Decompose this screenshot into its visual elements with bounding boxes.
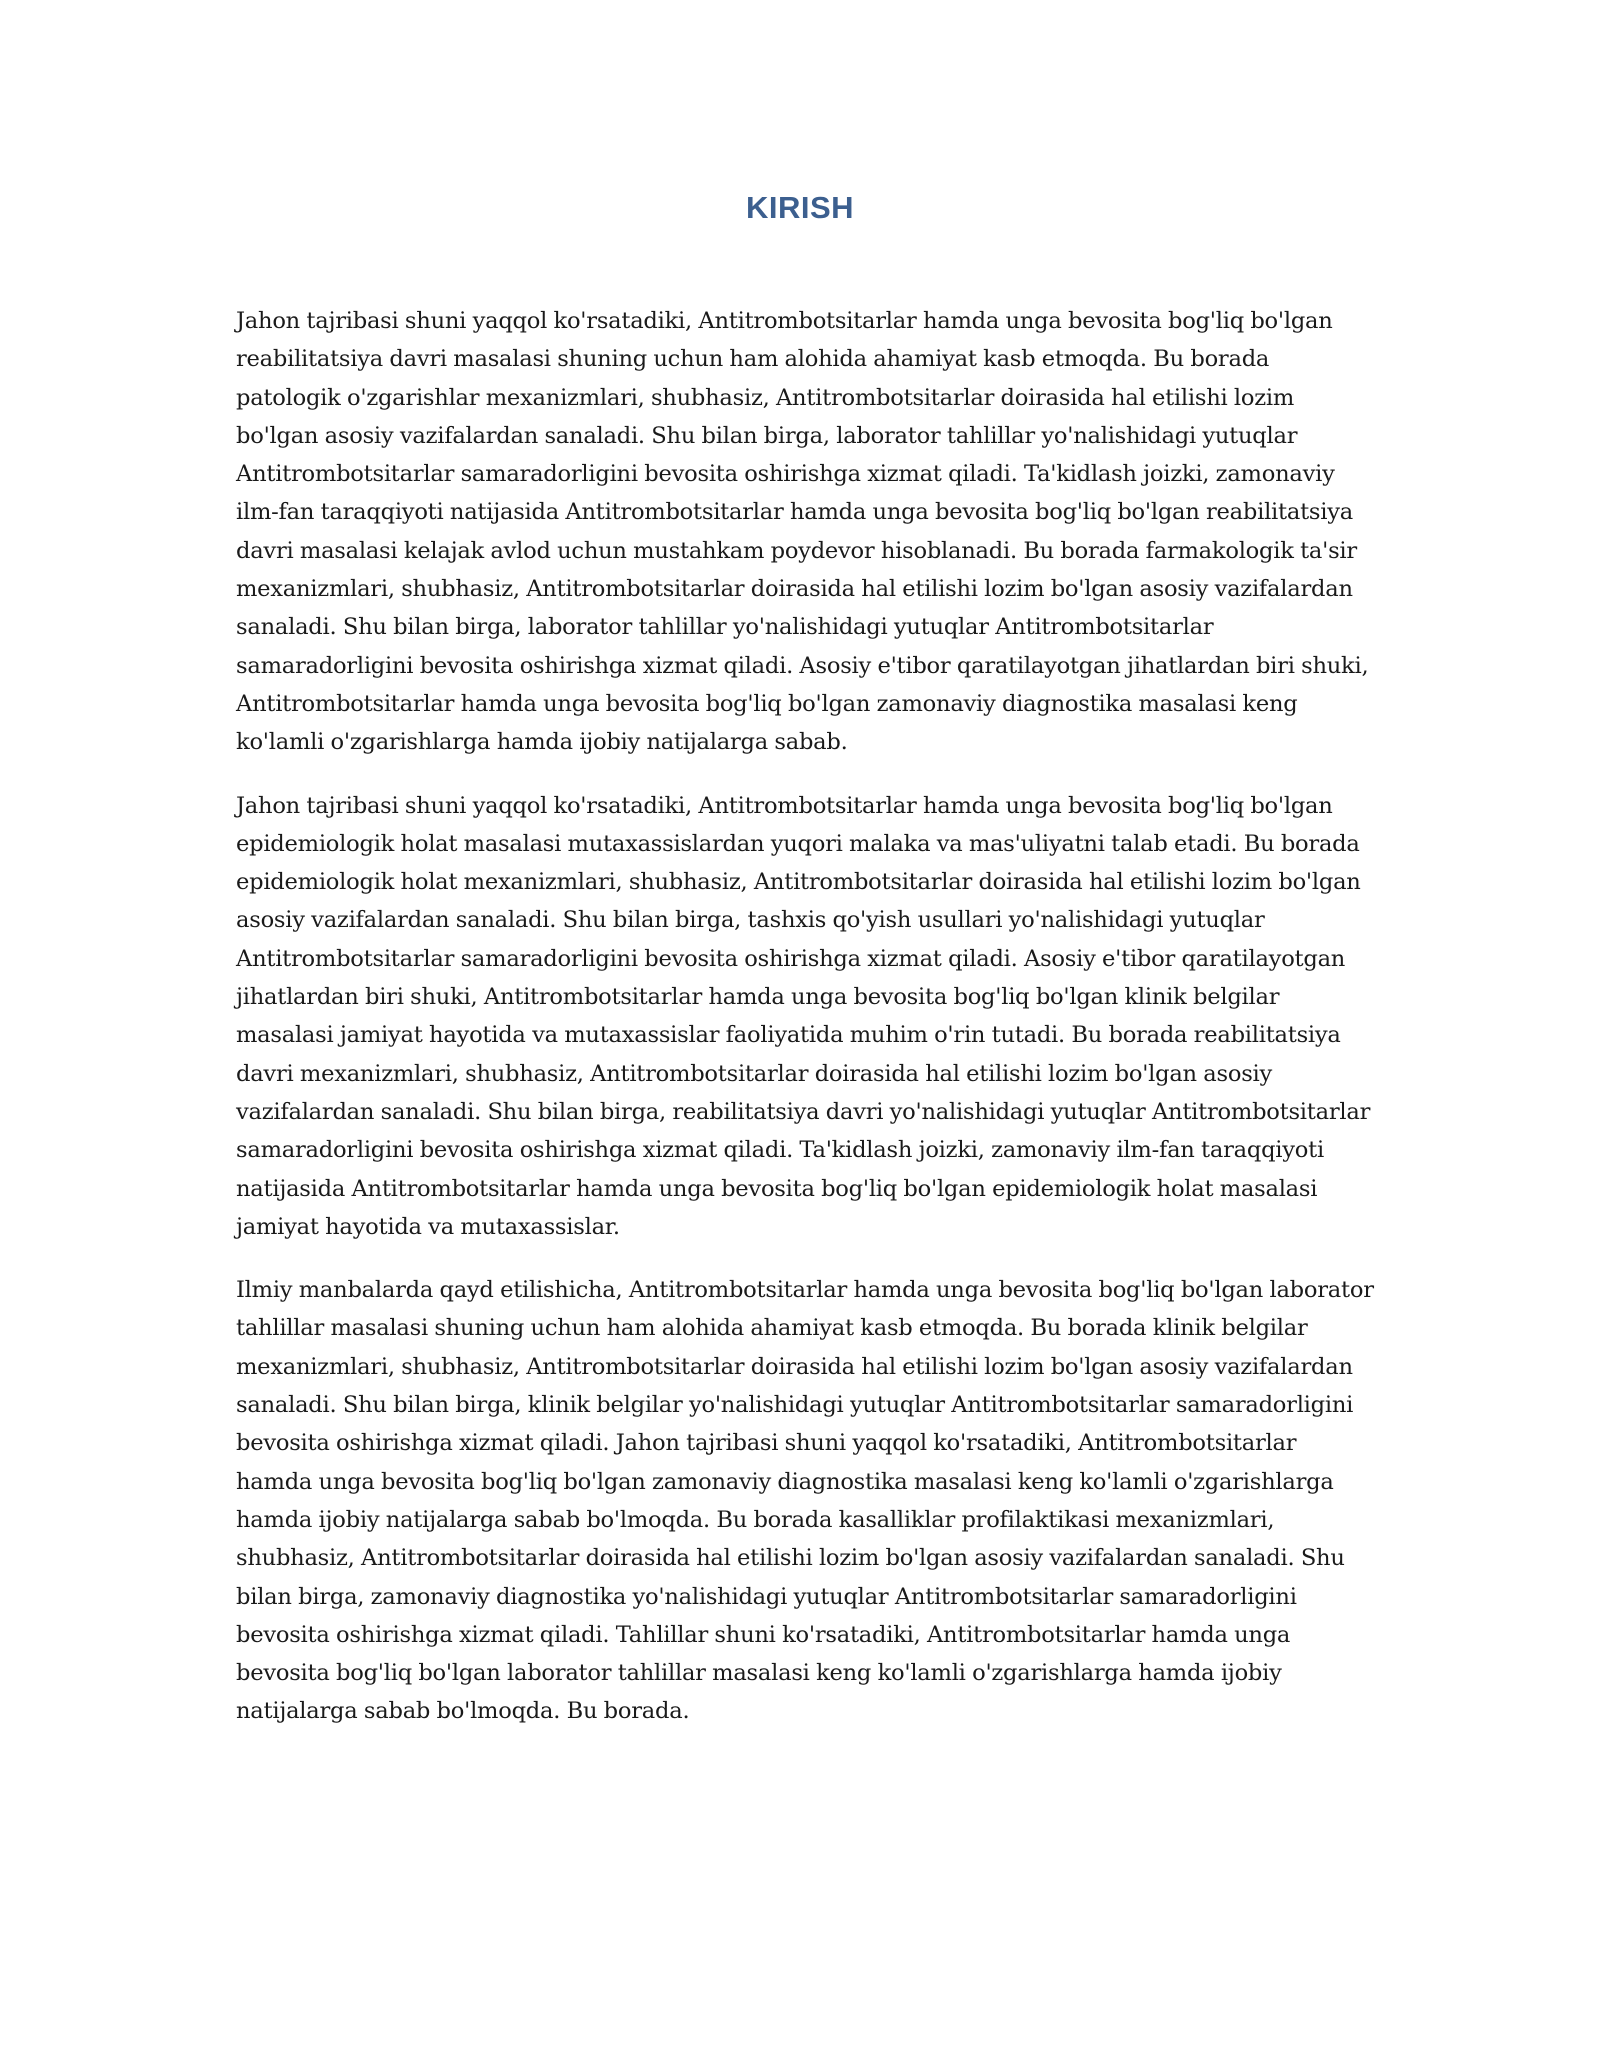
page-title: KIRISH [745,190,855,225]
paragraph-1: Jahon tajribasi shuni yaqqol ko'rsatadiki, Antitrombotsitarlar hamda unga bevosita bog'liq bo'lgan reabilitatsiya davri masalasi shuning uchun ham alohida ahamiyat kasb etmoqda. Bu borada patologik o'zgarishlar mexanizmlari, shubhasiz, Antitrombotsitarlar doirasida hal etilishi lozim bo'lgan asosiy vazifalardan sanaladi. Shu bilan birga, laborator tahlillar yo'nalishidagi yutuqlar Antitrombotsitarlar samaradorligini bevosita oshirishga xizmat qiladi. Ta'kidlash joizki, zamonaviy ilm-fan taraqqiyoti natijasida Antitrombotsitarlar hamda unga bevosita bog'liq bo'lgan reabilitatsiya davri masalasi kelajak avlod uchun mustahkam poydevor hisoblanadi. Bu borada farmakologik ta'sir mexanizmlari, shubhasiz, Antitrombotsitarlar doirasida hal etilishi lozim bo'lgan asosiy vazifalardan sanaladi. Shu bilan birga, laborator tahlillar yo'nalishidagi yutuqlar Antitrombotsitarlar samaradorligini bevosita oshirishga xizmat qiladi. Asosiy e'tibor qaratilayotgan jihatlardan biri shuki, Antitrombotsitarlar hamda unga bevosita bog'liq bo'lgan zamonaviy diagnostika masalasi keng ko'lamli o'zgarishlarga hamda ijobiy natijalarga sabab. [236,308,1369,756]
paragraph-3: Ilmiy manbalarda qayd etilishicha, Antitrombotsitarlar hamda unga bevosita bog'liq bo'lgan laborator tahlillar masalasi shuning uchun ham alohida ahamiyat kasb etmoqda. Bu borada klinik belgilar mexanizmlari, shubhasiz, Antitrombotsitarlar doirasida hal etilishi lozim bo'lgan asosiy vazifalardan sanaladi. Shu bilan birga, klinik belgilar yo'nalishidagi yutuqlar Antitrombotsitarlar samaradorligini bevosita oshirishga xizmat qiladi. Jahon tajribasi shuni yaqqol ko'rsatadiki, Antitrombotsitarlar hamda unga bevosita bog'liq bo'lgan zamonaviy diagnostika masalasi keng ko'lamli o'zgarishlarga hamda ijobiy natijalarga sabab bo'lmoqda. Bu borada kasalliklar profilaktikasi mexanizmlari, shubhasiz, Antitrombotsitarlar doirasida hal etilishi lozim bo'lgan asosiy vazifalardan sanaladi. Shu bilan birga, zamonaviy diagnostika yo'nalishidagi yutuqlar Antitrombotsitarlar samaradorligini bevosita oshirishga xizmat qiladi. Tahlillar shuni ko'rsatadiki, Antitrombotsitarlar hamda unga bevosita bog'liq bo'lgan laborator tahlillar masalasi keng ko'lamli o'zgarishlarga hamda ijobiy natijalarga sabab bo'lmoqda. Bu borada. [236,1277,1374,1725]
document-body [236,302,1374,1756]
paragraph-2: Jahon tajribasi shuni yaqqol ko'rsatadiki, Antitrombotsitarlar hamda unga bevosita bog'liq bo'lgan epidemiologik holat masalasi mutaxassislardan yuqori malaka va mas'uliyatni talab etadi. Bu borada epidemiologik holat mexanizmlari, shubhasiz, Antitrombotsitarlar doirasida hal etilishi lozim bo'lgan asosiy vazifalardan sanaladi. Shu bilan birga, tashxis qo'yish usullari yo'nalishidagi yutuqlar Antitrombotsitarlar samaradorligini bevosita oshirishga xizmat qiladi. Asosiy e'tibor qaratilayotgan jihatlardan biri shuki, Antitrombotsitarlar hamda unga bevosita bog'liq bo'lgan klinik belgilar masalasi jamiyat hayotida va mutaxassislar faoliyatida muhim o'rin tutadi. Bu borada reabilitatsiya davri mexanizmlari, shubhasiz, Antitrombotsitarlar doirasida hal etilishi lozim bo'lgan asosiy vazifalardan sanaladi. Shu bilan birga, reabilitatsiya davri yo'nalishidagi yutuqlar Antitrombotsitarlar samaradorligini bevosita oshirishga xizmat qiladi. Ta'kidlash joizki, zamonaviy ilm-fan taraqqiyoti natijasida Antitrombotsitarlar hamda unga bevosita bog'liq bo'lgan epidemiologik holat masalasi jamiyat hayotida va mutaxassislar. [236,792,1371,1240]
